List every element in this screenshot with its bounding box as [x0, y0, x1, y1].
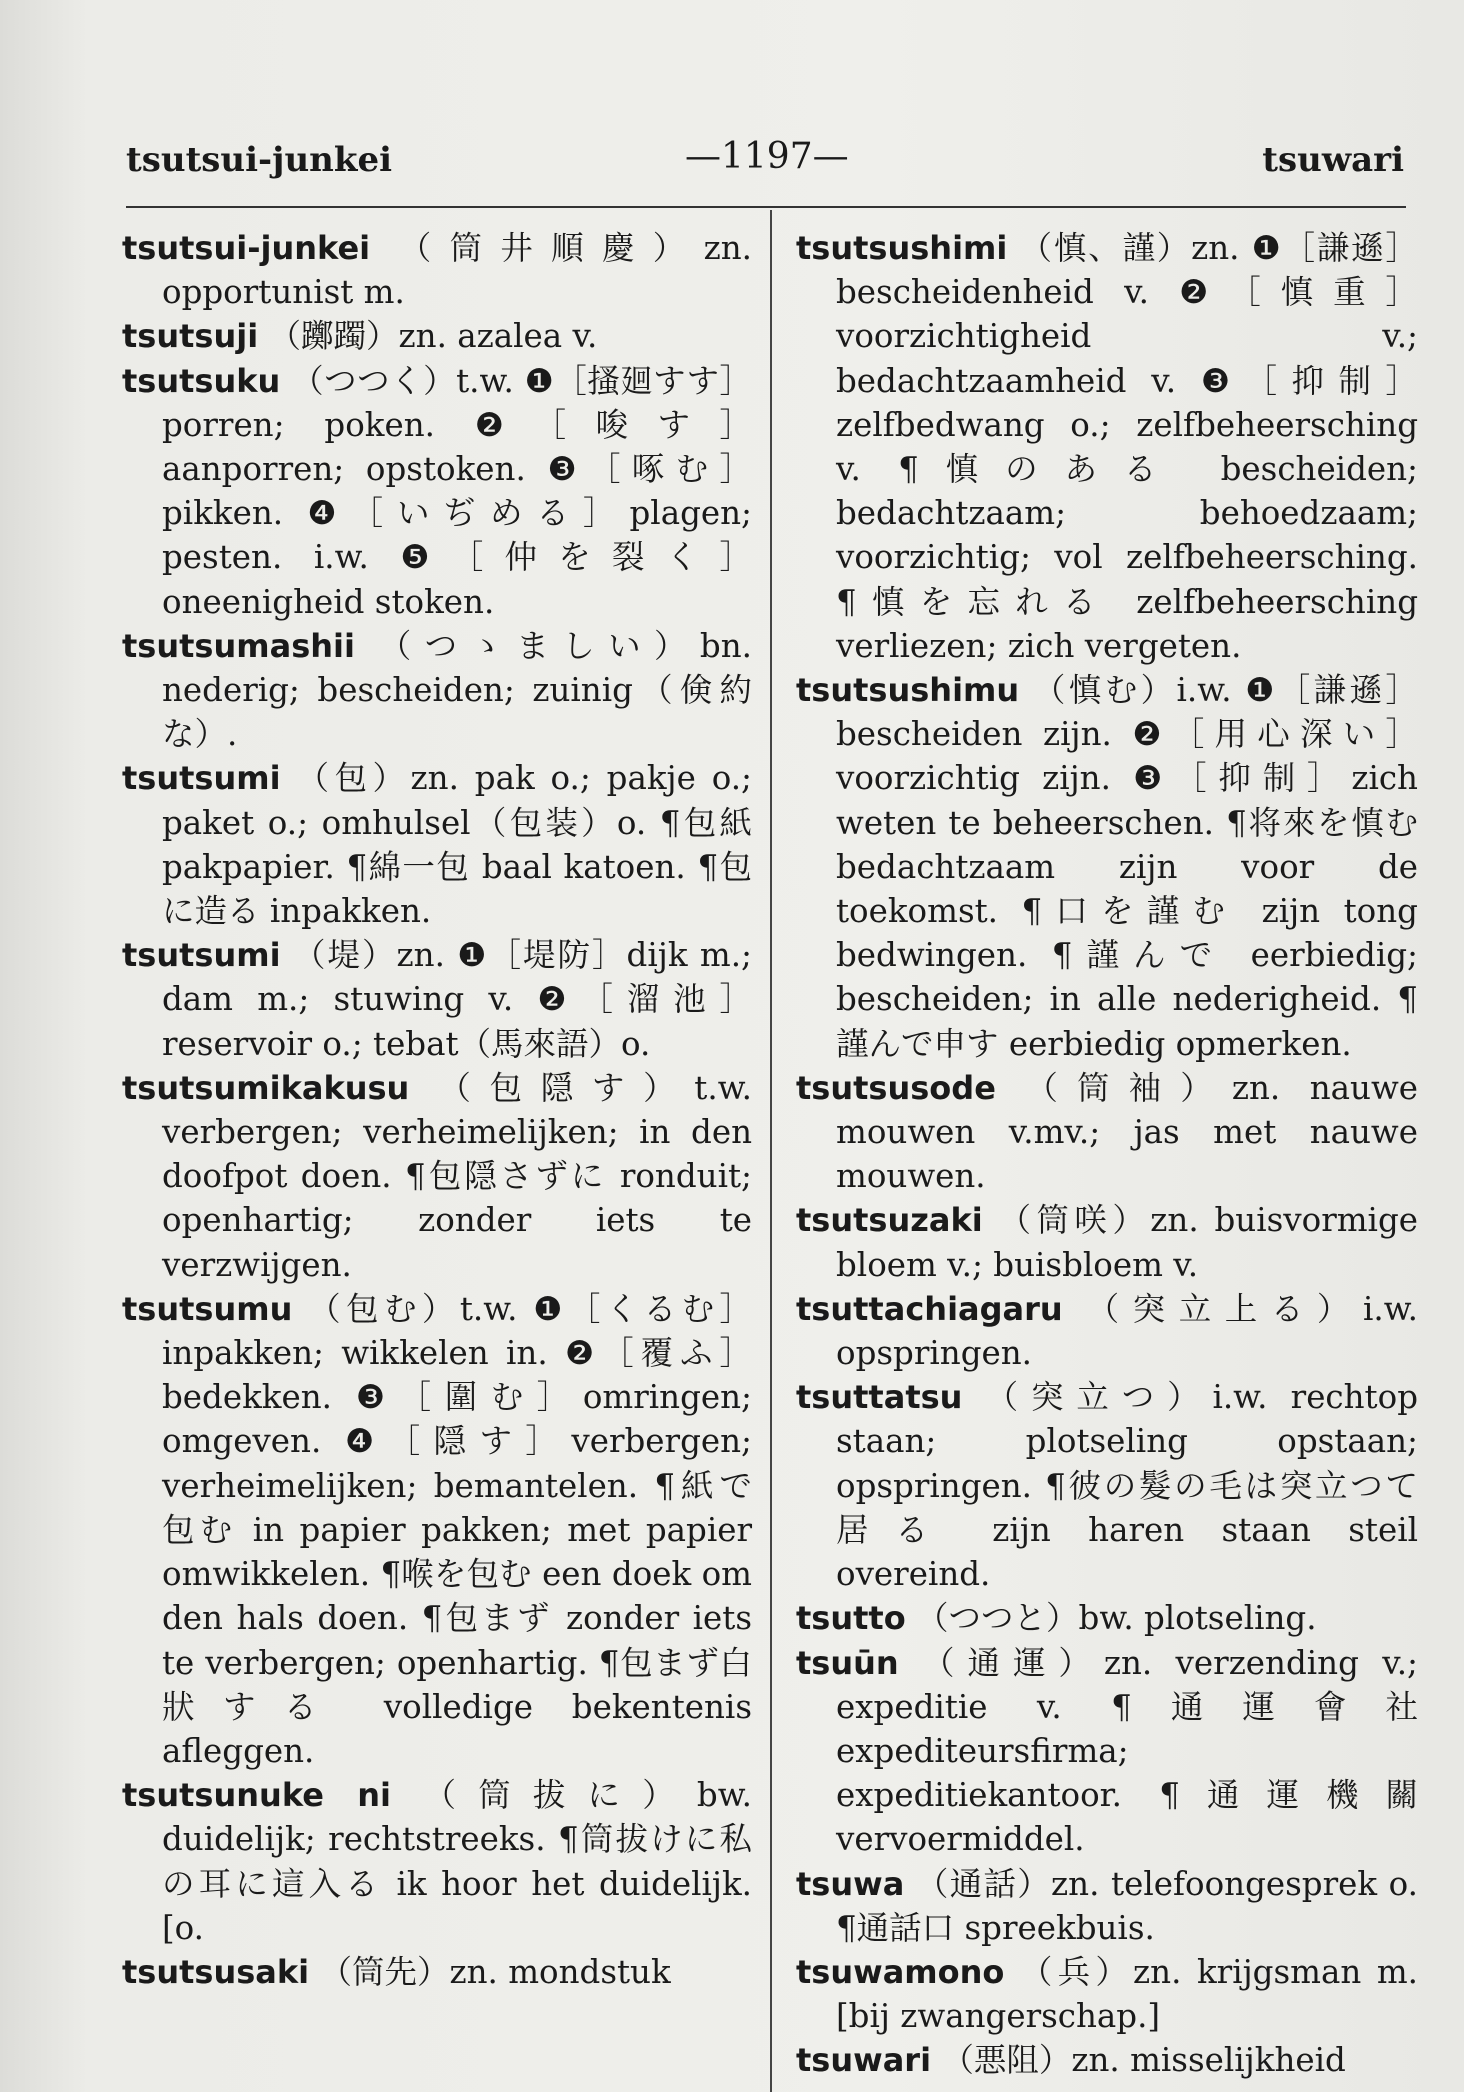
- entry-text: （包隠す）t.w. verbergen; verheimelijken; in den doofpot doen. ¶包隠さずに ronduit; openhartig; zonder iets te verzwijgen.: [162, 1068, 752, 1284]
- dictionary-entry: [796, 1066, 1418, 1199]
- headword: tsuūn: [796, 1643, 899, 1682]
- entry-text: （筒拔に）bw. duidelijk; rechtstreeks. ¶筒拔けに私の耳に這入る ik hoor het duidelijk.: [162, 1776, 752, 1903]
- dictionary-entry: [122, 1773, 752, 1950]
- entry-text: （通話）zn. telefoongesprek o. ¶通話口 spreekbuis.: [836, 1864, 1418, 1947]
- dictionary-entry: [796, 1375, 1418, 1596]
- entry-text: （躑躅）zn. azalea v.: [268, 317, 598, 356]
- headword: tsutsushimu: [796, 671, 1020, 710]
- headword: tsutsumi: [122, 759, 281, 798]
- dictionary-entry: [122, 624, 752, 757]
- headword: tsutsunuke ni: [122, 1776, 392, 1815]
- entry-text: （筒袖）zn. nauwe mouwen v.mv.; jas met nauwe mouwen.: [836, 1068, 1418, 1196]
- headword: tsutsusaki: [122, 1952, 310, 1991]
- entry-text: （悪阻）zn. misselijkheid: [941, 2041, 1346, 2080]
- entry-text: （突立上る）i.w. opspringen.: [836, 1289, 1418, 1373]
- dictionary-entry: [796, 668, 1418, 1066]
- headword: tsutsusode: [796, 1068, 996, 1107]
- fragment-bracket: [o.: [162, 1908, 205, 1947]
- dictionary-entry: [122, 933, 752, 1066]
- headword: tsutsumikakusu: [122, 1068, 410, 1107]
- headword: tsutsuji: [122, 317, 259, 356]
- headword: tsutsumi: [122, 936, 281, 975]
- entry-text: （つつと）bw. plotseling.: [916, 1599, 1317, 1638]
- dictionary-entry: [796, 1596, 1418, 1640]
- headword: tsuwa: [796, 1864, 905, 1903]
- entry-text: （通運）zn. verzending v.; expeditie v. ¶通運會社 expediteursfirma; expeditiekantoor. ¶通運機關 vervoermiddel.: [836, 1643, 1418, 1859]
- entry-text: （筒井順慶）zn. opportunist m.: [162, 229, 752, 312]
- page-number: —1197—: [685, 136, 849, 177]
- running-head: [120, 136, 1404, 190]
- dictionary-entry: [122, 359, 752, 624]
- dictionary-entry: [796, 1862, 1418, 1950]
- entry-text: （包）zn. pak o.; pakje o.; paket o.; omhulsel（包装）o. ¶包紙 pakpapier. ¶綿一包 baal katoen. ¶包に造る inpakken.: [162, 759, 752, 931]
- headword: tsutsushimi: [796, 229, 1008, 267]
- dictionary-entry: [796, 2038, 1418, 2082]
- running-head-left: tsutsui-junkei: [126, 140, 393, 180]
- entry-text: （包む）t.w. ❶［くるむ］inpakken; wikkelen in. ❷［覆ふ］bedekken. ❸［圍む］omringen; omgeven. ❹［隠す］verbergen; verheimelijken; bemantelen. ¶紙で包む in papier pakken; met papier omwikkelen. ¶喉を包む een doek om den hals doen. ¶包まず zonder iets te verbergen; openhartig. ¶包まず白狀する volledige bekentenis afleggen.: [162, 1289, 752, 1770]
- entry-text: （つゝましい）bn. nederig; bescheiden; zuinig（倹約な）.: [162, 626, 752, 754]
- entry-text: （慎、謹）zn. ❶［謙遜］bescheidenheid v. ❷［慎重］voorzichtigheid v.; bedachtzaamheid v. ❸［抑制］zelfbedwang o.; zelfbeheersching v. ¶慎のある bescheiden; bedachtzaam; behoedzaam; voorzichtig; vol zelfbeheersching. ¶慎を忘れる zelfbeheersching verliezen; zich vergeten.: [836, 229, 1418, 665]
- headword: tsuwari: [796, 2041, 932, 2080]
- dictionary-entry: [122, 226, 752, 314]
- running-head-right: tsuwari: [1262, 140, 1404, 180]
- dictionary-entry: [122, 1287, 752, 1773]
- dictionary-entry: [796, 1287, 1418, 1375]
- left-column: [122, 226, 752, 1994]
- dictionary-entry: [122, 314, 752, 358]
- entry-text: （筒先）zn. mondstuk: [319, 1952, 671, 1991]
- dictionary-entry: [122, 756, 752, 933]
- header-rule: [126, 206, 1406, 208]
- entry-text: （つつく）t.w. ❶［搔廻すす］porren; poken. ❷［唆す］aanporren; opstoken. ❸［啄む］pikken. ❹［いぢめる］plagen; pesten. i.w. ❺［仲を裂く］oneenigheid stoken.: [162, 361, 752, 621]
- entry-text: （慎む）i.w. ❶［謙遜］bescheiden zijn. ❷［用心深い］voorzichtig zijn. ❸［抑制］zich weten te beheerschen. ¶将來を慎む bedachtzaam zijn voor de toekomst. ¶口を謹む zijn tong bedwingen. ¶謹んで eerbiedig; bescheiden; in alle nederigheid. ¶謹んで申す eerbiedig opmerken.: [836, 671, 1418, 1063]
- headword: tsutsuzaki: [796, 1201, 983, 1240]
- headword: tsuttatsu: [796, 1378, 963, 1417]
- dictionary-entry: [796, 1198, 1418, 1286]
- entry-text: （筒咲）zn. buisvormige bloem v.; buisbloem v.: [836, 1201, 1418, 1284]
- headword: tsutsumu: [122, 1289, 293, 1328]
- headword: tsuwamono: [796, 1952, 1005, 1991]
- entry-text: （突立つ）i.w. rechtop staan; plotseling opstaan; opspringen. ¶彼の髮の毛は突立つて居る zijn haren staan steil overeind.: [836, 1378, 1418, 1594]
- entry-text: （兵）zn. krijgsman m. [bij zwangerschap.]: [836, 1952, 1418, 2036]
- headword: tsutsui-junkei: [122, 229, 371, 267]
- column-divider: [770, 210, 772, 2092]
- headword: tsuttachiagaru: [796, 1289, 1063, 1328]
- headword: tsutto: [796, 1599, 906, 1638]
- dictionary-entry: [122, 1066, 752, 1287]
- headword: tsutsumashii: [122, 626, 355, 665]
- dictionary-entry: [122, 1950, 752, 1994]
- entry-text: （堤）zn. ❶［堤防］dijk m.; dam m.; stuwing v. ❷［溜池］reservoir o.; tebat（馬來語）o.: [162, 936, 752, 1063]
- right-column: [796, 226, 1418, 2083]
- dictionary-entry: [796, 1641, 1418, 1862]
- dictionary-entry: [796, 226, 1418, 668]
- headword: tsutsuku: [122, 361, 281, 400]
- dictionary-entry: [796, 1950, 1418, 2038]
